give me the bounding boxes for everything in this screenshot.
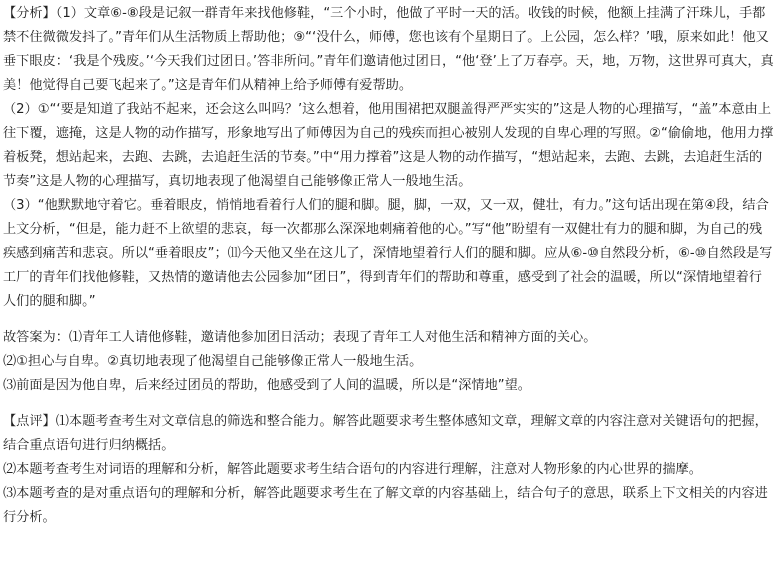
answer-line-1: 故答案为：⑴青年工人请他修鞋，邀请他参加团日活动；表现了青年工人对他生活和精神方面的关心。 [3,330,597,345]
comment-paragraph-1: 【点评】⑴本题考查考生对文章信息的筛选和整合能力。解答此题要求考生整体感知文章，理解文章的内容注意对关键语句的把握，结合重点语句进行归纳概括。 [3,414,768,453]
analysis-paragraph-1: 【分析】（1）文章⑥-⑧段是记叙一群青年来找他修鞋，“三个小时，他做了平时一天的活。收钱的时候，他额上挂满了汗珠儿，手都禁不住微微发抖了。”青年们从生活物质上帮助他；⑨“‘没什么，师傅，您也该有个星期日了。上公园，怎么样？’哦，原来如此！他又垂下眼皮：‘我是个残废。’‘今天我们过团日。’答非所问。”青年们邀请他过团日，“他‘登’上了万春亭。天，地，万物，这世界可真大，真美！他觉得自己要飞起来了。”这是青年们从精神上给予师傅有爱帮助。 [3,6,774,93]
document-body [3,2,775,530]
answer-line-2: ⑵①担心与自卑。②真切地表现了他渴望自己能够像正常人一般地生活。 [3,354,423,369]
section-spacer [3,314,775,326]
comment-paragraph-2: ⑵本题考查考生对词语的理解和分析，解答此题要求考生结合语句的内容进行理解，注意对人物形象的内心世界的揣摩。 [3,462,702,477]
section-spacer [3,398,775,410]
comment-paragraph-3: ⑶本题考查的是对重点语句的理解和分析，解答此题要求考生在了解文章的内容基础上，结合句子的意思，联系上下文相关的内容进行分析。 [3,486,768,525]
analysis-paragraph-2: （2）①“‘要是知道了我站不起来，还会这么叫吗？’这么想着，他用围裙把双腿盖得严严实实的”这是人物的心理描写，“盖”本意由上往下覆，遮掩，这是人物的动作描写，形象地写出了师傅因为自己的残疾而担心被别人发现的自卑心理的写照。②“偷偷地，他用力撑着板凳，想站起来，去跑、去跳，去追赶生活的节奏。”中“用力撑着”这是人物的动作描写，“想站起来，去跑、去跳，去追赶生活的节奏”这是人物的心理描写，真切地表现了他渴望自己能够像正常人一般地生活。 [3,102,774,189]
answer-line-3: ⑶前面是因为他自卑，后来经过团员的帮助，他感受到了人间的温暖，所以是“深情地”望。 [3,378,531,393]
analysis-paragraph-3: （3）“他默默地守着它。垂着眼皮，悄悄地看着行人们的腿和脚。腿，脚，一双，又一双，健壮，有力。”这句话出现在第④段，结合上文分析，“但是，能力赶不上欲望的悲哀，每一次都那么深深地刺痛着他的心。”写“他”盼望有一双健壮有力的腿和脚，为自己的残疾感到痛苦和悲哀。所以“垂着眼皮”；⑾今天他又坐在这儿了，深情地望着行人们的腿和脚。应从⑥-⑩自然段分析，⑥-⑩自然段是写工厂的青年们找他修鞋，又热情的邀请他去公园参加“团日”，得到青年们的帮助和尊重，感受到了社会的温暖，所以“深情地望着行人们的腿和脚。” [3,198,773,309]
